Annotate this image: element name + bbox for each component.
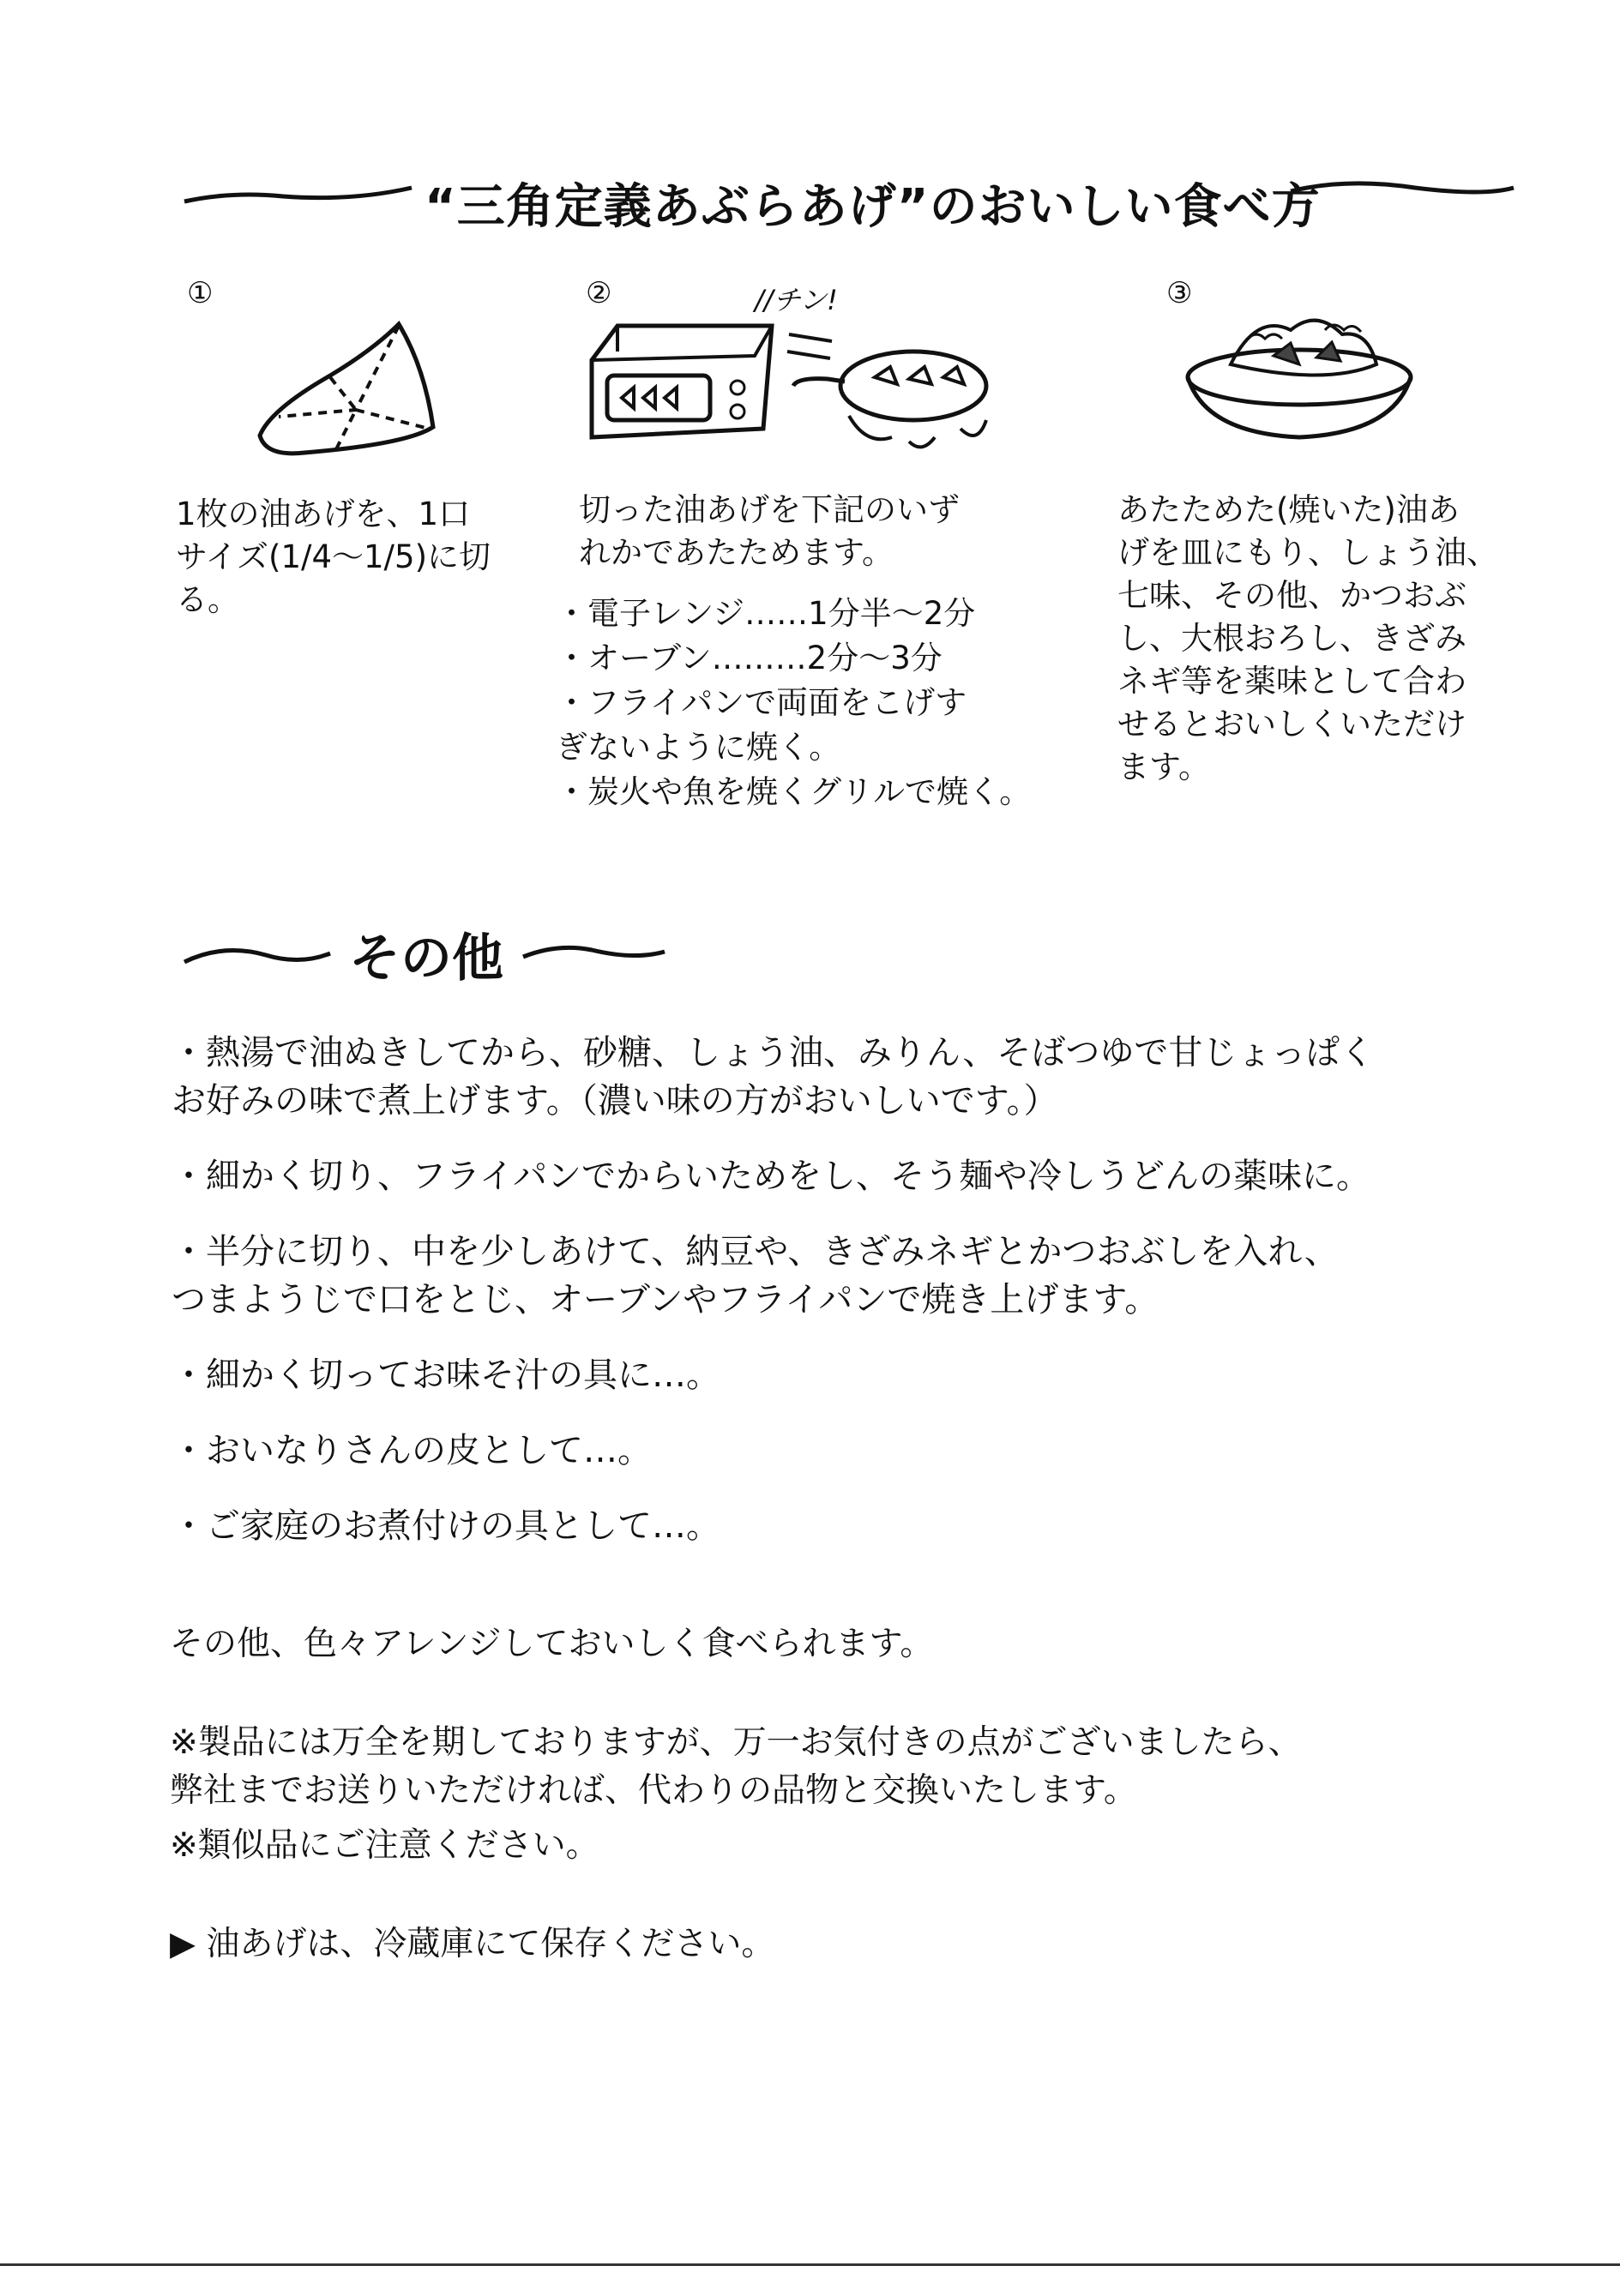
other-section-title: その他 (349, 929, 503, 989)
microwave-and-pan-illustration (583, 309, 1012, 480)
chin-sound-effect: //チン! (755, 284, 838, 316)
step-3-number: ③ (1166, 276, 1193, 310)
heating-methods-list (556, 592, 1036, 814)
other-section-heading (180, 917, 669, 995)
bowl-with-tofu-illustration (1179, 304, 1419, 442)
list-item: ・細かく切ってお味そ汁の具に…。 (172, 1355, 720, 1395)
replacement-notice: ※製品には万全を期しておりますが、万一お気付きの点がございましたら、 弊社までお送りいただければ、代わりの品物と交換いたします。 (170, 1723, 1302, 1810)
list-item: ・半分に切り、中を少しあけて、納豆や、きざみネギとかつおぶしを入れ、 つまようじで口をとじ、オーブンやフライパンで焼き上げます。 (172, 1232, 1339, 1319)
step-2-number: ② (586, 276, 612, 310)
page-title: “三角定義あぶらあげ”のおいしい食べ方 (425, 179, 1321, 235)
step-1-text: 1枚の油あげを、1口 サイズ(1/4〜1/5)に切 る。 (176, 496, 491, 618)
serving-ideas-list (172, 1029, 1544, 1578)
list-item: ・炭火や魚を焼くグリルで焼く。 (556, 773, 1032, 810)
list-item: ・オーブン………2分〜3分 (556, 640, 942, 676)
list-item: ・フライパンで両面をこげす ぎないように焼く。 (556, 684, 967, 766)
list-item: ・熱湯で油ぬきしてから、砂糖、しょう油、みりん、そばつゆで甘じょっぱく お好みの味で煮上げます。（濃い味の方がおいしいです。） (172, 1033, 1375, 1121)
fried-tofu-triangle-illustration (253, 316, 442, 466)
footer-divider (0, 2263, 1620, 2266)
step-1-number: ① (187, 276, 214, 310)
closing-text: その他、色々アレンジしておいしく食べられます。 (170, 1625, 934, 1663)
step-2-text: 切った油あげを下記のいず れかであたためます。 (579, 491, 960, 571)
title-banner (180, 150, 1518, 244)
step-3-text: あたためた(焼いた)油あ げを皿にもり、しょう油、 七味、その他、かつおぶ し、大根おろし、きざみ ネギ等を薬味として合わ せるとおいしくいただけ ます。 (1117, 491, 1498, 785)
storage-instruction: ▶ 油あげは、冷蔵庫にて保存ください。 (170, 1925, 775, 1963)
imitation-warning: ※類似品にご注意ください。 (170, 1826, 599, 1865)
list-item: ・電子レンジ……1分半〜2分 (556, 595, 976, 632)
list-item: ・ご家庭のお煮付けの具として…。 (172, 1506, 720, 1546)
list-item: ・細かく切り、フライパンでからいためをし、そう麺や冷しうどんの薬味に。 (172, 1157, 1370, 1196)
list-item: ・おいなりさんの皮として…。 (172, 1431, 652, 1470)
